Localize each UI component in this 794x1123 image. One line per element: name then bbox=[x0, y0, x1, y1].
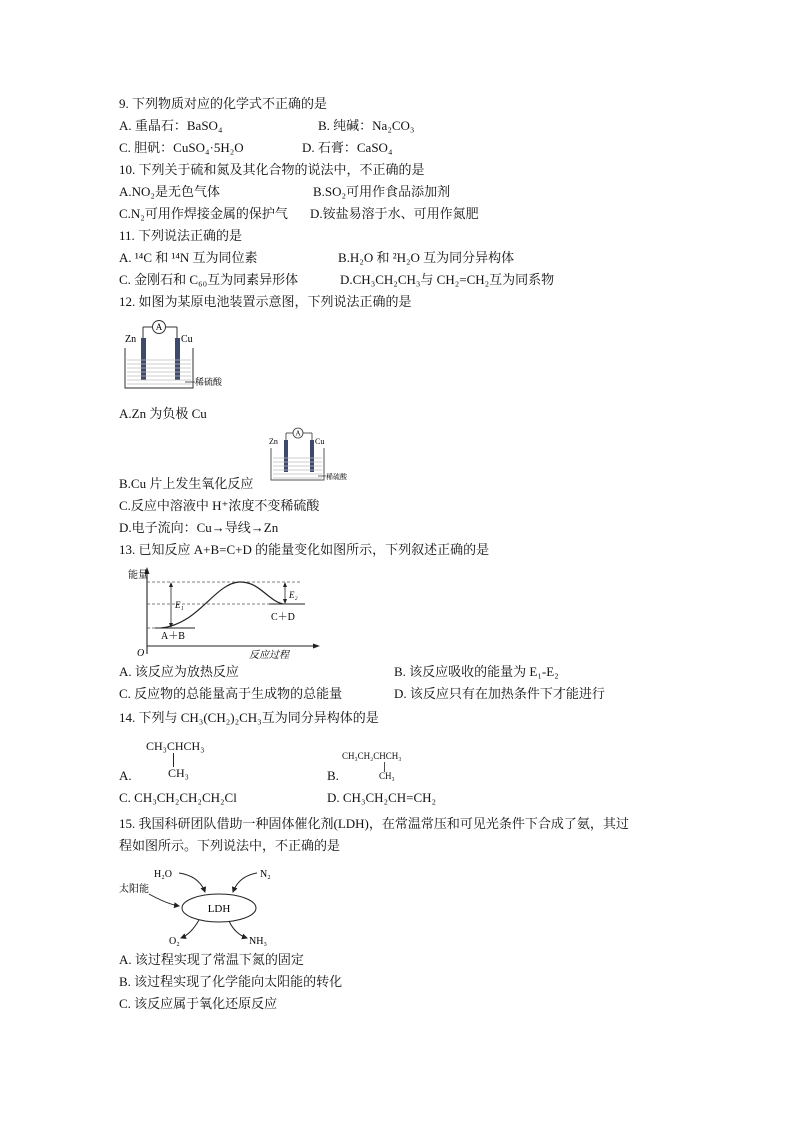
q12-option-d: D.电子流向：Cu→导线→Zn bbox=[119, 520, 279, 535]
q13-option-d: D. 该反应只有在加热条件下才能进行 bbox=[394, 686, 605, 701]
q15-option-b: B. 该过程实现了化学能向太阳能的转化 bbox=[119, 974, 343, 989]
q12-option-a: A.Zn 为负极 Cu bbox=[119, 406, 207, 421]
q14-b-label: B. bbox=[327, 768, 339, 783]
q14-a-main-chain: CH₃CHCH₃ bbox=[146, 739, 205, 753]
q12-stem: 12. 如图为某原电池装置示意图，下列说法正确的是 bbox=[119, 294, 412, 309]
zn-label: Zn bbox=[125, 334, 137, 345]
q15-stem-line1: 15. 我国科研团队借助一种固体催化剂(LDH)，在常温常压和可见光条件下合成了氨，其过 bbox=[119, 816, 629, 831]
q10-option-a: A.NO₂是无色气体 bbox=[119, 184, 220, 199]
q13-option-a: A. 该反应为放热反应 bbox=[119, 664, 239, 679]
o2-label: O₂ bbox=[169, 936, 180, 947]
q13-option-c: C. 反应物的总能量高于生成物的总能量 bbox=[119, 686, 343, 701]
nh3-label: NH₃ bbox=[249, 936, 267, 947]
cu-label-small: Cu bbox=[315, 437, 325, 446]
q10-option-c: C.N₂可用作焊接金属的保护气 bbox=[119, 206, 288, 221]
q10-option-b: B.SO₂可用作食品添加剂 bbox=[313, 184, 451, 199]
q11-option-a: A. ¹⁴C 和 ¹⁴N 互为同位素 bbox=[119, 250, 258, 265]
q15-option-a: A. 该过程实现了常温下氮的固定 bbox=[119, 952, 304, 967]
q14-option-c: C. CH₃CH₂CH₂CH₂Cl bbox=[119, 790, 237, 805]
ammeter-label-small: A bbox=[295, 429, 301, 438]
q11-option-d: D.CH₃CH₂CH₃与 CH₂=CH₂互为同系物 bbox=[340, 272, 555, 287]
acid-label-small: 稀硫酸 bbox=[326, 473, 347, 481]
x-axis-label: 反应过程 bbox=[249, 650, 289, 660]
q11-stem: 11. 下列说法正确的是 bbox=[119, 228, 243, 243]
acid-label: 稀硫酸 bbox=[195, 377, 223, 387]
q14-b-main-chain: CH₃CH₂CHCH₃ bbox=[342, 751, 402, 761]
q10-option-d: D.铵盐易溶于水、可用作氮肥 bbox=[310, 206, 479, 221]
ldh-process-diagram bbox=[119, 864, 289, 948]
q9-option-d: D. 石膏：CaSO₄ bbox=[302, 140, 393, 155]
n2-label: N₂ bbox=[260, 869, 271, 880]
q13-stem: 13. 已知反应 A+B=C+D 的能量变化如图所示，下列叙述正确的是 bbox=[119, 542, 490, 557]
h2o-label: H₂O bbox=[154, 869, 172, 880]
cu-label: Cu bbox=[181, 334, 193, 345]
galvanic-cell-diagram-small bbox=[266, 424, 356, 486]
q13-option-b: B. 该反应吸收的能量为 E₁-E₂ bbox=[394, 664, 559, 679]
zn-label-small: Zn bbox=[269, 437, 278, 446]
ammeter-label: A bbox=[155, 322, 163, 332]
q11-option-c: C. 金刚石和 C₆₀互为同素异形体 bbox=[119, 272, 299, 287]
origin-label: O bbox=[137, 648, 145, 659]
solar-energy-label: 太阳能 bbox=[119, 884, 149, 895]
e1-label: E₁ bbox=[175, 600, 184, 610]
q9-option-c: C. 胆矾：CuSO₄·5H₂O bbox=[119, 140, 244, 155]
q15-option-c: C. 该反应属于氧化还原反应 bbox=[119, 996, 278, 1011]
q14-b-branch: CH₃ bbox=[379, 771, 395, 781]
q10-stem: 10. 下列关于硫和氮及其化合物的说法中，不正确的是 bbox=[119, 162, 425, 177]
q14-a-label: A. bbox=[119, 768, 132, 783]
product-label: C＋D bbox=[271, 612, 295, 623]
reactant-label: A＋B bbox=[161, 631, 185, 642]
q15-stem-line2: 程如图所示。下列说法中，不正确的是 bbox=[119, 838, 341, 853]
q9-stem: 9. 下列物质对应的化学式不正确的是 bbox=[119, 96, 328, 111]
y-axis-label: 能量 bbox=[128, 570, 148, 581]
ldh-label: LDH bbox=[207, 903, 231, 915]
q14-a-branch: CH₃ bbox=[168, 766, 189, 780]
q12-option-b: B.Cu 片上发生氧化反应 bbox=[119, 476, 254, 491]
q12-option-c: C.反应中溶液中 H⁺浓度不变稀硫酸 bbox=[119, 498, 320, 513]
e2-label: E₂ bbox=[289, 590, 298, 600]
galvanic-cell-diagram bbox=[119, 316, 229, 396]
q14-stem: 14. 下列与 CH₃(CH₂)₂CH₃互为同分异构体的是 bbox=[119, 710, 379, 725]
energy-profile-diagram bbox=[119, 564, 329, 660]
q11-option-b: B.H₂O 和 ²H₂O 互为同分异构体 bbox=[338, 250, 515, 265]
q9-option-b: B. 纯碱：Na₂CO₃ bbox=[318, 118, 415, 133]
q9-option-a: A. 重晶石：BaSO₄ bbox=[119, 118, 223, 133]
q14-option-d: D. CH₃CH₂CH=CH₂ bbox=[327, 790, 437, 805]
